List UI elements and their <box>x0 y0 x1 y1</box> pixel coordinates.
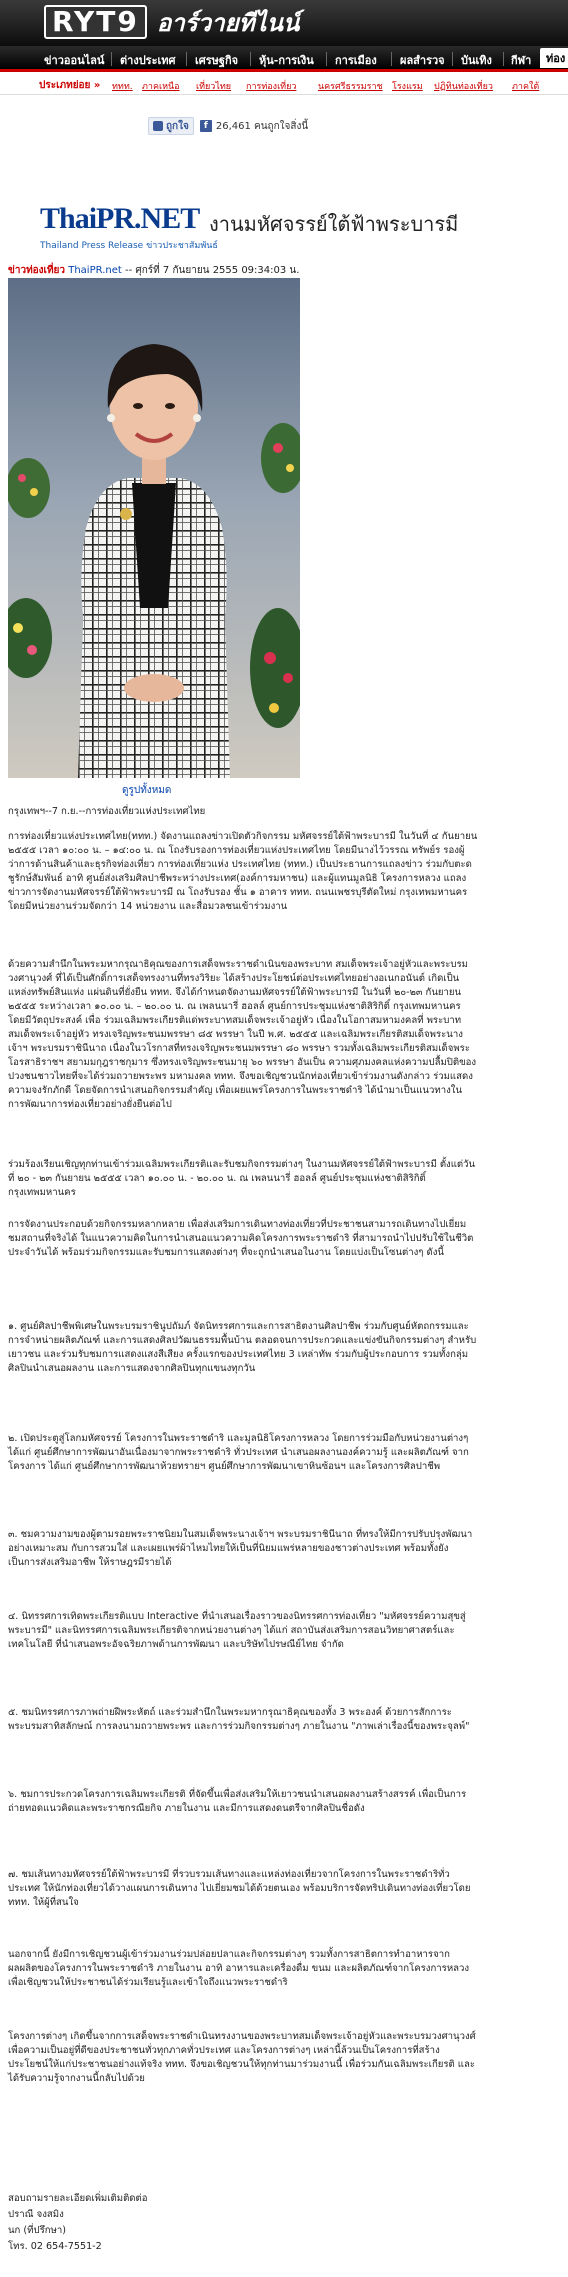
subcategory-link[interactable]: ททท. <box>112 82 133 92</box>
article-paragraph: ๒. เปิดประตูสู่โลกมหัศจรรย์ โครงการในพระราชดำริ และมูลนิธิโครงการหลวง โดยการร่วมมือกับหน่วยงานต่างๆ ได้แก่ ศูนย์ศึกษาการพัฒนาอันเนื่องมาจากพระราชดำริ ทั่วประเทศ นำเสนอผลงานองค์ความรู้ และผลิตภัณฑ์ จากโครงการ ได้แก่ ศูนย์ศึกษาการพัฒนาห้วยทรายฯ ศูนย์ศึกษาการพัฒนาเขาหินซ้อนฯ และโครงการศิลปาชีพ <box>8 1433 469 1472</box>
site-logo[interactable] <box>44 6 299 38</box>
article-paragraph: การจัดงานประกอบด้วยกิจกรรมหลากหลาย เพื่อส่งเสริมการเดินทางท่องเที่ยวที่ประชาชนสามารถเดินทางไปเยี่ยมชมสถานที่จริงได้ ในแนวความคิดในการนำเสนอแนวความคิดโครงการพระราชดำริ ที่สามารถนำไปปรับใช้ในชีวิตประจำวันได้ พร้อมร่วมกิจกรรมและรับชมการแสดงต่างๆ ที่จะถูกนำเสนอในงาน โดยแบ่งเป็นโซนต่างๆ ดังนี้ <box>8 1219 474 1258</box>
nav-divider <box>326 52 327 66</box>
subcategory-link[interactable]: โรงแรม <box>392 82 423 92</box>
nav-item-international[interactable]: ต่างประเทศ <box>120 54 176 67</box>
subcategory-link[interactable]: ปฏิทินท่องเที่ยว <box>434 82 493 92</box>
subcategory-bar <box>0 75 568 95</box>
thaipr-banner[interactable] <box>34 198 459 258</box>
nav-divider <box>503 52 504 66</box>
publish-date: -- ศุกร์ที่ 7 กันยายน 2555 09:34:03 น. <box>121 265 300 276</box>
nav-item-online-news[interactable]: ข่าวออนไลน์ <box>44 54 105 67</box>
contact-nickname: นก (ที่ปรึกษา) <box>8 2225 66 2236</box>
like-count-text: 26,461 คนถูกใจสิ่งนี้ <box>215 120 309 132</box>
nav-divider <box>186 52 187 66</box>
subcategory-link[interactable]: ภาคใต้ <box>512 82 540 92</box>
logo-tagline: อาร์วายทีไนน์ <box>156 8 300 37</box>
source-link[interactable]: ThaiPR.net <box>68 265 122 276</box>
nav-item-politics[interactable]: การเมือง <box>335 54 377 67</box>
contact-title: สอบถามรายละเอียดเพิ่มเติมติดต่อ <box>8 2193 148 2204</box>
logo-wordmark: RYT9 <box>44 5 147 39</box>
contact-name: ปราณี จงสมิง <box>8 2209 64 2220</box>
nav-item-entertainment[interactable]: บันเทิง <box>461 54 492 67</box>
subcategory-label: ประเภทย่อย » <box>39 80 101 91</box>
thumbs-up-icon <box>153 121 163 131</box>
facebook-like-button[interactable] <box>148 117 194 135</box>
article-paragraph: โครงการต่างๆ เกิดขึ้นจากการเสด็จพระราชดำเนินทรงงานของพระบาทสมเด็จพระเจ้าอยู่หัวและพระบรมวงศานุวงศ์ เพื่อความเป็นอยู่ที่ดีของประชาชนทั่วทุกภาคทั่วประเทศ และโครงการต่างๆ เหล่านี้ล้วนเป็นโครงการที่สร้างประโยชน์ให้แก่ประชาชนอย่างแท้จริง ททท. จึงขอเชิญชวนให้ทุกท่านมาร่วมงานนี้ เพื่อร่วมกันเฉลิมพระเกียรติ และได้รับความรู้จากงานนี้กลับไปด้วย <box>8 2031 476 2084</box>
article-paragraph: ๑. ศูนย์ศิลปาชีพพิเศษในพระบรมราชินูปถัมภ์ จัดนิทรรศการและการสาธิตงานศิลปาชีพ ร่วมกับศูนย์หัตถกรรมและการจำหน่ายผลิตภัณฑ์ และการแสดงศิลปวัฒนธรรมพื้นบ้าน ตลอดจนการประกวดและแข่งขันกิจกรรมต่างๆ สำหรับเยาวชน และร่วมรับชมการแสดงแสงสีเสียง ครั้งแรกของประเทศไทย 3 เหล่าทัพ ร่วมกับผู้ประกอบการ รวมทั้งกลุ่มศิลปินนำเสนอผลงาน และการแสดงจากศิลปินทุกแขนงทุกวัน <box>8 1321 477 1374</box>
article-paragraph: นอกจากนี้ ยังมีการเชิญชวนผู้เข้าร่วมงานร่วมปล่อยปลาและกิจกรรมต่างๆ รวมทั้งการสาธิตการทำอาหารจากผลผลิตของโครงการในพระราชดำริ ภายในงาน อาทิ อาหารและเครื่องดื่ม ขนม และผลิตภัณฑ์จากโครงการหลวง เพื่อเชิญชวนให้ประชาชนได้ร่วมเรียนรู้และเข้าใจถึงแนวพระราชดำริ <box>8 1949 470 1988</box>
subcategory-link[interactable]: เที่ยวไทย <box>196 82 232 92</box>
article-paragraph: ๔. นิทรรศการเทิดพระเกียรติแบบ Interactive ที่นำเสนอเรื่องราวของนิทรรศการท่องเที่ยว "มหัศจรรย์ความสุขสู่พระบารมี" และนิทรรศการเฉลิมพระเกียรติจากหน่วยงานต่างๆ ได้แก่ สถาบันส่งเสริมการสอนวิทยาศาสตร์และเทคโนโลยี ที่นำเสนอพระอัจฉริยภาพด้านการพัฒนา และบริษัทไปรษณีย์ไทย จำกัด <box>8 1611 466 1650</box>
nav-divider <box>111 52 112 66</box>
article-byline <box>8 263 299 278</box>
nav-item-sports[interactable]: กีฬา <box>511 54 532 67</box>
nav-divider <box>452 52 453 66</box>
article-paragraph: ๓. ชมความงามของผู้ตามรอยพระราชนิยมในสมเด็จพระนางเจ้าฯ พระบรมราชินีนาถ ที่ทรงให้มีการปรับปรุงพัฒนาอย่างเหมาะสม กับการสวมใส่ และเผยแพร่ผ้าไหมไทยให้เป็นที่นิยมแพร่หลายของชาวต่างประเทศ พร้อมทั้งยังเป็นการส่งเสริมอาชีพ ให้ราษฎรมีรายได้ <box>8 1529 473 1568</box>
nav-item-stocks-finance[interactable]: หุ้น-การเงิน <box>259 54 314 67</box>
portrait-illustration <box>8 278 300 778</box>
subcategory-link[interactable]: ภาคเหนือ <box>142 82 180 92</box>
article-dateline: กรุงเทพฯ--7 ก.ย.--การท่องเที่ยวแห่งประเทศไทย <box>8 806 206 817</box>
subcategory-link[interactable]: นครศรีธรรมราช <box>318 82 383 92</box>
nav-divider <box>391 52 392 66</box>
main-nav <box>0 46 568 72</box>
subcategory-link[interactable]: การท่องเที่ยว <box>246 82 297 92</box>
thaipr-logo-net: .NET <box>134 202 200 235</box>
site-header <box>0 0 568 46</box>
article-paragraph: ๕. ชมนิทรรศการภาพถ่ายฝีพระหัตถ์ และร่วมสำนึกในพระมหากรุณาธิคุณของทั้ง 3 พระองค์ ด้วยการสักการะพระบรมสาทิสลักษณ์ การลงนามถวายพระพร และการร่วมกิจกรรมต่างๆ ภายในงาน "ภาพเล่าเรื่องนี้ของพระจุลพ์" <box>8 1707 470 1732</box>
view-all-photos-link[interactable]: ดูรูปทั้งหมด <box>122 785 172 796</box>
nav-divider <box>250 52 251 66</box>
like-label: ถูกใจ <box>166 120 189 132</box>
social-bar <box>148 117 308 135</box>
banner-headline: งานมหัศจรรย์ใต้ฟ้าพระบารมี <box>209 212 459 236</box>
thaipr-logo-main: ThaiPR <box>40 202 135 235</box>
article-paragraph: ร่วมร้องเรียนเชิญทุกท่านเข้าร่วมเฉลิมพระเกียรติและรับชมกิจกรรมต่างๆ ในงานมหัศจรรย์ใต้ฟ้าพระบารมี ตั้งแต่วันที่ ๒๐ - ๒๓ กันยายน ๒๕๕๕ เวลา ๑๐.๐๐ น. - ๒๐.๐๐ น. ณ เพลนนารี่ ฮอลล์ ศูนย์ประชุมแห่งชาติสิริกิติ์ กรุงเทพมหานคร <box>8 1159 476 1198</box>
thaipr-logo <box>40 202 199 236</box>
article-paragraph: ๖. ชมการประกวดโครงการเฉลิมพระเกียรติ ที่จัดขึ้นเพื่อส่งเสริมให้เยาวชนนำเสนอผลงานสร้างสรรค์ เพื่อเป็นการถ่ายทอดแนวคิดและพระราชกรณียกิจ ภายในงาน และมีการแสดงดนตรีจากศิลปินชื่อดัง <box>8 1789 467 1814</box>
category-link[interactable]: ข่าวท่องเที่ยว <box>8 265 66 276</box>
nav-item-travel[interactable]: ท่อง <box>540 48 568 68</box>
article-paragraph: การท่องเที่ยวแห่งประเทศไทย(ททท.) จัดงานแถลงข่าวเปิดตัวกิจกรรม มหัศจรรย์ใต้ฟ้าพระบารมี ในวันที่ ๔ กันยายน ๒๕๕๕ เวลา ๑๐:๐๐ น. – ๑๔:๐๐ น. ณ โถงรับรองการท่องเที่ยวแห่งประเทศไทย โดยมีนางไว้วรรณ ทรัพย์ร รองผู้ว่าการด้านสินค้าและธุรกิจท่องเที่ยว การท่องเที่ยวแห่ง ประเทศไทย (ททท.) เป็นประธานการแถลงข่าว ร่วมกับตะดชูรักษ์สัมพันธ์ อาทิ ศูนย์ส่งเสริมศิลปาชีพระหว่างประเทศ(องค์การมหาชน) และผู้แทนมูลนิธิ โครงการหลวง แถลงข่าวการจัดงานมหัศจรรย์ใต้ฟ้าพระบารมี ณ โถงรับรอง ชั้น ๑ อาคาร ททท. ถนนเพชรบุรีตัดใหม่ กรุงเทพมหานคร โดยมีหน่วยงานร่วมจัดกว่า 14 หน่วยงาน และสื่อมวลชนเข้าร่วมงาน <box>8 831 478 912</box>
facebook-like-count <box>200 119 308 134</box>
article-paragraph: ด้วยความสำนึกในพระมหากรุณาธิคุณของการเสด็จพระราชดำเนินของพระบาท สมเด็จพระเจ้าอยู่หัวและพระบรมวงศานุวงศ์ ที่ได้เป็นศักดิ์การเสด็จทรงงานที่ทรงวิริยะ ได้สร้างประโยชน์ต่อประเทศไทยอย่างอเนกอนันต์ เกิดเป็นแหล่งทรัพย์สินแห่ง แผ่นดินที่ยั่งยืน ททท. จึงได้กำหนดจัดงานมหัศจรรย์ใต้ฟ้าพระบารมี ในวันที่ ๒๐-๒๓ กันยายน ๒๕๕๕ ระหว่างเวลา ๑๐.๐๐ น. – ๒๐.๐๐ น. ณ เพลนนารี่ ฮอลล์ ศูนย์การประชุมแห่งชาติสิริกิติ์ กรุงเทพมหานคร โดยมีวัตถุประสงค์ เพื่อ ร่วมเฉลิมพระเกียรติแด่พระบาทสมเด็จพระเจ้าอยู่หัว เนื่องในโอกาสมหามงคลที่ พระบาทสมเด็จพระเจ้าอยู่หัว ทรงเจริญพระชนมพรรษา ๘๕ พรรษา ในปี พ.ศ. ๒๕๕๕ และเฉลิมพระเกียรติสมเด็จพระนางเจ้าฯ พระบรมราชินีนาถ เนื่องในวโรกาสที่ทรงเจริญพระชนมพรรษา ๘๐ พรรษา รวมทั้งเฉลิมพระเกียรติสมเด็จพระ โอรสาธิราชฯ สยามมกุฎราชกุมาร ซึ่งทรงเจริญพระชนมายุ ๖๐ พรรษา อันเป็น ความศุภมงคลแห่งความปลื้มปิติของปวงชนชาวไทยที่จะได้ร่วมถวายพระพร มหามงคล ททท. จึงขอเชิญชวนนักท่องเที่ยวเข้าร่วมงานดังกล่าว ร่วมแสดงความจงรักภักดี โดยจัดการนำเสนอกิจกรรมสำคัญ เพื่อเผยแพร่โครงการในพระราชดำริ ได้นำมาเป็นแนวทางในการพัฒนาการท่องเที่ยวอย่างยั่งยืนต่อไป <box>8 959 477 1110</box>
facebook-icon: f <box>200 120 212 132</box>
banner-subtitle: Thailand Press Release ข่าวประชาสัมพันธ์ <box>40 241 218 251</box>
nav-item-polls[interactable]: ผลสำรวจ <box>400 54 445 67</box>
nav-item-economy[interactable]: เศรษฐกิจ <box>195 54 239 67</box>
article-paragraph: ๗. ชมเส้นทางมหัศจรรย์ใต้ฟ้าพระบารมี ที่รวบรวมเส้นทางและแหล่งท่องเที่ยวจากโครงการในพระราชดำริทั่วประเทศ ให้นักท่องเที่ยวได้วางแผนการเดินทาง ไปเยี่ยมชมได้ด้วยตนเอง พร้อมบริการจัดทริปเดินทางท่องเที่ยวโดย ททท. ให้ผู้ที่สนใจ <box>8 1869 471 1908</box>
contact-phone: โทร. 02 654-7551-2 <box>8 2241 102 2252</box>
article-photo[interactable] <box>8 278 300 778</box>
